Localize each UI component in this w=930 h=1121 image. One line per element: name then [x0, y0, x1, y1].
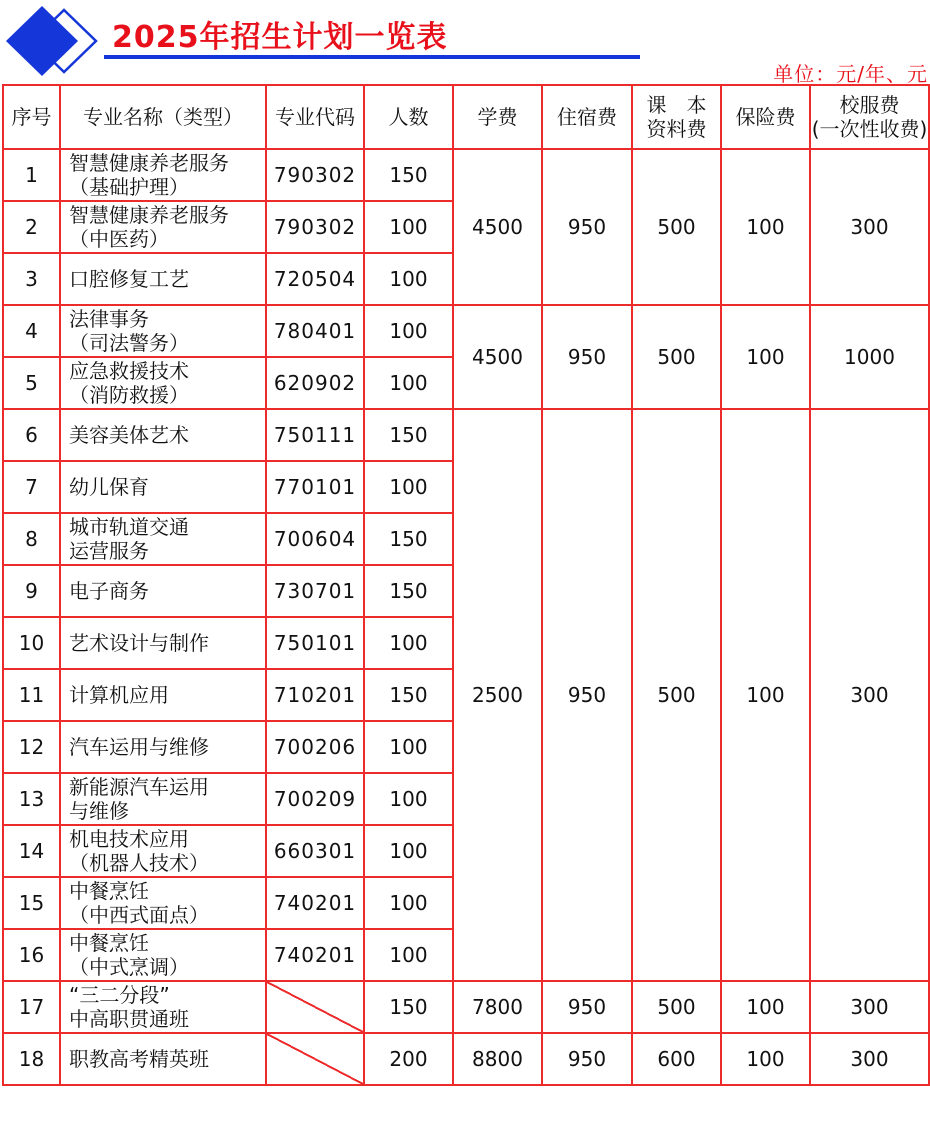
- seq-cell: 15: [3, 877, 60, 929]
- name-cell: [60, 513, 266, 565]
- name-line: 智慧健康养老服务: [69, 151, 229, 175]
- seq-cell: 6: [3, 409, 60, 461]
- name-line: “三二分段”: [69, 983, 170, 1007]
- table-body: [3, 149, 929, 1085]
- name-line: 城市轨道交通: [69, 515, 189, 539]
- tuition-cell: 8800: [453, 1033, 542, 1085]
- header-insurance: 保险费: [721, 85, 810, 149]
- name-cell: [60, 773, 266, 825]
- name-line: 与维修: [69, 799, 129, 823]
- seq-cell: 3: [3, 253, 60, 305]
- lodging-cell: 950: [542, 305, 632, 409]
- name-cell: [60, 201, 266, 253]
- code-cell: 790302: [266, 201, 364, 253]
- enrollment-table-wrapper: [2, 84, 930, 1086]
- name-line: 中餐烹饪: [69, 931, 149, 955]
- tuition-cell: 7800: [453, 981, 542, 1033]
- tuition-cell: 4500: [453, 305, 542, 409]
- code-cell-blank: [266, 981, 364, 1033]
- name-line: 新能源汽车运用: [69, 775, 209, 799]
- seq-cell: 4: [3, 305, 60, 357]
- header-lodging: 住宿费: [542, 85, 632, 149]
- diamond-logo-icon: [2, 4, 102, 78]
- name-cell: [60, 149, 266, 201]
- seq-cell: 16: [3, 929, 60, 981]
- seq-cell: 7: [3, 461, 60, 513]
- lodging-cell: 950: [542, 149, 632, 305]
- table-header-row: [3, 85, 929, 149]
- name-line: （中西式面点）: [69, 903, 209, 927]
- lodging-cell: 950: [542, 1033, 632, 1085]
- seq-cell: 8: [3, 513, 60, 565]
- name-line: 法律事务: [69, 307, 149, 331]
- code-cell: 620902: [266, 357, 364, 409]
- count-cell: 100: [364, 617, 453, 669]
- uniform-cell: 300: [810, 1033, 929, 1085]
- books-cell: 500: [632, 305, 721, 409]
- name-line: （机器人技术）: [69, 851, 209, 875]
- code-cell: 700604: [266, 513, 364, 565]
- header-seq: 序号: [3, 85, 60, 149]
- enrollment-plan-table: [2, 84, 930, 1086]
- code-cell: 700209: [266, 773, 364, 825]
- insurance-cell: 100: [721, 305, 810, 409]
- name-line: 智慧健康养老服务: [69, 203, 229, 227]
- seq-cell: 11: [3, 669, 60, 721]
- name-cell: [60, 409, 266, 461]
- insurance-cell: 100: [721, 149, 810, 305]
- insurance-cell: 100: [721, 1033, 810, 1085]
- header-code: 专业代码: [266, 85, 364, 149]
- count-cell: 100: [364, 461, 453, 513]
- title-underline: [104, 55, 640, 59]
- code-cell: 780401: [266, 305, 364, 357]
- name-line: 计算机应用: [69, 683, 169, 707]
- seq-cell: 5: [3, 357, 60, 409]
- seq-cell: 18: [3, 1033, 60, 1085]
- header-uniform: [810, 85, 929, 149]
- page-header: [0, 0, 930, 84]
- name-cell: [60, 565, 266, 617]
- books-cell: 500: [632, 149, 721, 305]
- seq-cell: 12: [3, 721, 60, 773]
- count-cell: 100: [364, 877, 453, 929]
- header-tuition: 学费: [453, 85, 542, 149]
- name-line: 应急救援技术: [69, 359, 189, 383]
- header-uniform-line1: 校服费: [839, 93, 900, 117]
- count-cell: 100: [364, 773, 453, 825]
- tuition-cell: 2500: [453, 409, 542, 981]
- name-line: （中式烹调）: [69, 955, 189, 979]
- count-cell: 100: [364, 201, 453, 253]
- seq-cell: 13: [3, 773, 60, 825]
- name-cell: [60, 981, 266, 1033]
- code-cell: 750101: [266, 617, 364, 669]
- name-line: （司法警务）: [69, 331, 189, 355]
- lodging-cell: 950: [542, 409, 632, 981]
- count-cell: 150: [364, 565, 453, 617]
- name-line: 运营服务: [69, 539, 149, 563]
- code-cell: 740201: [266, 929, 364, 981]
- name-line: 汽车运用与维修: [69, 735, 209, 759]
- table-row: [3, 981, 929, 1033]
- name-line: 美容美体艺术: [69, 423, 189, 447]
- name-cell: [60, 825, 266, 877]
- header-books: [632, 85, 721, 149]
- seq-cell: 2: [3, 201, 60, 253]
- table-row: [3, 305, 929, 357]
- name-cell: [60, 461, 266, 513]
- uniform-cell: 1000: [810, 305, 929, 409]
- tuition-cell: 4500: [453, 149, 542, 305]
- unit-note: 单位：元/年、元: [773, 62, 928, 86]
- name-line: 中高职贯通班: [69, 1007, 189, 1031]
- insurance-cell: 100: [721, 981, 810, 1033]
- count-cell: 100: [364, 305, 453, 357]
- name-line: 机电技术应用: [69, 827, 189, 851]
- code-cell: 730701: [266, 565, 364, 617]
- books-cell: 500: [632, 409, 721, 981]
- code-cell: 660301: [266, 825, 364, 877]
- code-cell: 750111: [266, 409, 364, 461]
- uniform-cell: 300: [810, 149, 929, 305]
- name-cell: [60, 877, 266, 929]
- name-line: 中餐烹饪: [69, 879, 149, 903]
- seq-cell: 1: [3, 149, 60, 201]
- name-cell: [60, 669, 266, 721]
- name-cell: [60, 929, 266, 981]
- count-cell: 100: [364, 721, 453, 773]
- code-cell: 790302: [266, 149, 364, 201]
- name-line: 口腔修复工艺: [69, 267, 189, 291]
- count-cell: 100: [364, 253, 453, 305]
- name-line: 职教高考精英班: [69, 1047, 209, 1071]
- header-books-line1: 课 本: [646, 93, 707, 117]
- code-cell: 770101: [266, 461, 364, 513]
- count-cell: 200: [364, 1033, 453, 1085]
- header-name: 专业名称（类型）: [60, 85, 266, 149]
- count-cell: 150: [364, 669, 453, 721]
- name-cell: [60, 1033, 266, 1085]
- count-cell: 100: [364, 825, 453, 877]
- name-line: 幼儿保育: [69, 475, 149, 499]
- header-books-line2: 资料费: [646, 117, 707, 141]
- count-cell: 150: [364, 409, 453, 461]
- uniform-cell: 300: [810, 981, 929, 1033]
- name-cell: [60, 305, 266, 357]
- name-line: （基础护理）: [69, 175, 189, 199]
- insurance-cell: 100: [721, 409, 810, 981]
- seq-cell: 10: [3, 617, 60, 669]
- code-cell: 720504: [266, 253, 364, 305]
- seq-cell: 14: [3, 825, 60, 877]
- page-title: 2025年招生计划一览表: [112, 20, 448, 55]
- books-cell: 500: [632, 981, 721, 1033]
- code-cell: 740201: [266, 877, 364, 929]
- seq-cell: 17: [3, 981, 60, 1033]
- name-cell: [60, 357, 266, 409]
- seq-cell: 9: [3, 565, 60, 617]
- table-row: [3, 1033, 929, 1085]
- name-cell: [60, 721, 266, 773]
- code-cell: 700206: [266, 721, 364, 773]
- count-cell: 150: [364, 981, 453, 1033]
- count-cell: 100: [364, 357, 453, 409]
- name-cell: [60, 617, 266, 669]
- count-cell: 150: [364, 149, 453, 201]
- uniform-cell: 300: [810, 409, 929, 981]
- code-cell: 710201: [266, 669, 364, 721]
- name-cell: [60, 253, 266, 305]
- table-row: [3, 149, 929, 201]
- name-line: （消防救援）: [69, 383, 189, 407]
- table-row: [3, 409, 929, 461]
- lodging-cell: 950: [542, 981, 632, 1033]
- name-line: 电子商务: [69, 579, 149, 603]
- name-line: （中医药）: [69, 227, 169, 251]
- count-cell: 150: [364, 513, 453, 565]
- name-line: 艺术设计与制作: [69, 631, 209, 655]
- header-count: 人数: [364, 85, 453, 149]
- books-cell: 600: [632, 1033, 721, 1085]
- header-uniform-line2: (一次性收费): [811, 117, 928, 141]
- count-cell: 100: [364, 929, 453, 981]
- code-cell-blank: [266, 1033, 364, 1085]
